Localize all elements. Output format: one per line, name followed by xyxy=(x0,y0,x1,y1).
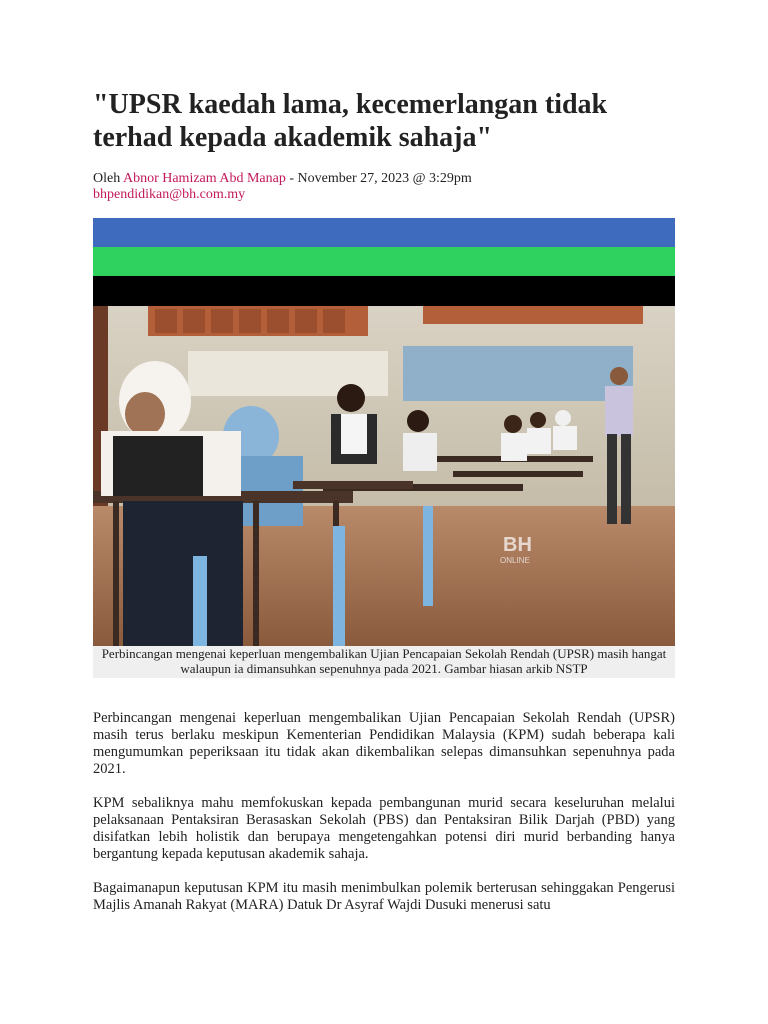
byline-prefix: Oleh xyxy=(93,171,123,186)
color-banner xyxy=(93,218,675,306)
article-byline xyxy=(93,171,472,187)
banner-blue-bar xyxy=(93,218,675,247)
watermark-text: BH xyxy=(503,534,532,556)
watermark-subtext: ONLINE xyxy=(500,556,530,565)
article-title: "UPSR kaedah lama, kecemerlangan tidak terhad kepada akademik sahaja" xyxy=(93,89,608,153)
banner-black-bar xyxy=(93,276,675,306)
photo-caption: Perbincangan mengenai keperluan mengembalikan Ujian Pencapaian Sekolah Rendah (UPSR) masih hangat walaupun ia dimansuhkan sepenuhnya pada 2021. Gambar hiasan arkib NSTP xyxy=(93,646,675,678)
exam-hall-illustration xyxy=(93,306,675,646)
body-paragraph: KPM sebaliknya mahu memfokuskan kepada pembangunan murid secara keseluruhan melalui pelaksanaan Pentaksiran Berasaskan Sekolah (PBS) dan Pentaksiran Bilik Darjah (PBD) yang disifatkan lebih holistik dan berupaya mengetengahkan potensi diri murid berbanding hanya bergantung kepada keputusan akademik sahaja. xyxy=(93,795,675,862)
author-link[interactable]: Abnor Hamizam Abd Manap xyxy=(122,171,286,186)
body-paragraph: Bagaimanapun keputusan KPM itu masih menimbulkan polemik berterusan sehinggakan Pengerusi Majlis Amanah Rakyat (MARA) Datuk Dr Asyraf Wajdi Dusuki menerusi satu xyxy=(93,880,675,913)
author-email-link[interactable]: bhpendidikan@bh.com.my xyxy=(93,187,246,202)
publish-date: - November 27, 2023 @ 3:29pm xyxy=(285,171,472,186)
banner-green-bar xyxy=(93,247,675,276)
article-body xyxy=(93,710,675,931)
body-paragraph: Perbincangan mengenai keperluan mengembalikan Ujian Pencapaian Sekolah Rendah (UPSR) masih terus berlaku meskipun Kementerian Pendidikan Malaysia (KPM) sudah beberapa kali mengumumkan peperiksaan itu tidak akan dikembalikan selepas dimansuhkan sepenuhnya pada 2021. xyxy=(93,710,675,777)
article-photo xyxy=(93,306,675,646)
